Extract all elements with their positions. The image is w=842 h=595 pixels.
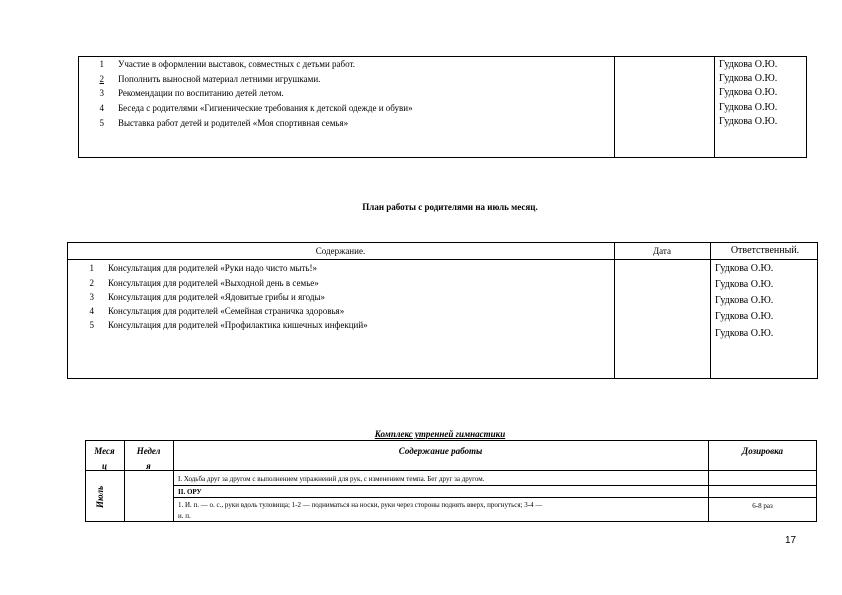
row-number: 5 [99,118,104,128]
row-responsible: Гудкова О.Ю. [719,87,778,98]
header-responsible: Ответственный. [730,245,800,256]
plan-table-divider-1 [614,242,615,379]
row-text: Консультация для родителей «Профилактика кишечных инфекций» [108,320,368,330]
gym-table-row-divider-2 [173,497,817,498]
row-responsible: Гудкова О.Ю. [715,311,774,322]
plan-table-header-divider [67,259,818,260]
top-table-divider-2 [714,56,715,158]
gym-row-exercise-line2: и. п. [178,512,191,520]
row-number: 2 [89,278,94,288]
plan-title: План работы с родителями на июль месяц. [362,202,538,212]
row-responsible: Гудкова О.Ю. [715,295,774,306]
row-number: 5 [89,320,94,330]
row-responsible: Гудкова О.Ю. [715,279,774,290]
row-responsible: Гудкова О.Ю. [719,59,778,70]
header-month-line1: Меся [94,446,115,456]
row-number: 2 [99,74,104,84]
row-number: 3 [89,292,94,302]
row-text: Рекомендации по воспитанию детей летом. [118,88,284,98]
header-month-line2: ц [101,461,107,471]
gym-row-walking: I. Ходьба друг за другом с выполнением упражнений для рук, с изменением темпа. Бег друг за другом. [178,475,485,483]
row-responsible: Гудкова О.Ю. [715,328,774,339]
row-number: 4 [89,306,94,316]
header-week-line1: Недел [136,446,161,456]
row-text: Консультация для родителей «Выходной день в семье» [108,278,319,288]
gym-row-exercise-line1: 1. И. п. — о. с., руки вдоль туловища; 1-2 — подниматься на носки, руки через стороны поднять вверх, прогнуться; 3-4 — [178,501,543,509]
row-text: Выставка работ детей и родителей «Моя спортивная семья» [118,118,349,128]
row-number: 1 [99,59,104,69]
gym-row-dosage: 6-8 раз [752,502,773,510]
row-text: Консультация для родителей «Руки надо чисто мыть!» [108,263,318,273]
gym-table-row-divider-1 [173,485,817,486]
row-text: Консультация для родителей «Ядовитые грибы и ягоды» [108,292,326,302]
row-responsible: Гудкова О.Ю. [719,116,778,127]
row-number: 1 [89,263,94,273]
header-content: Содержание работы [398,446,483,456]
header-week-line2: я [146,461,151,471]
header-dosage: Дозировка [742,446,783,456]
header-week [124,444,173,474]
gym-table-header-divider [85,470,817,471]
row-number: 3 [99,88,104,98]
row-responsible: Гудкова О.Ю. [719,102,778,113]
gym-row-oru: II. ОРУ [178,488,202,496]
row-responsible: Гудкова О.Ю. [719,73,778,84]
plan-table-divider-2 [710,242,711,379]
row-number: 4 [99,103,104,113]
gym-title: Комплекс утренней гимнастики [374,429,506,439]
row-text: Участие в оформлении выставок, совместных с детьми работ. [118,59,355,69]
top-table-divider-1 [614,56,615,158]
row-responsible: Гудкова О.Ю. [715,263,774,274]
header-date: Дата [653,246,671,256]
month-label: Июль [95,485,105,508]
row-text: Беседа с родителями «Гигиенические требования к детской одежде и обуви» [118,103,413,113]
page-number: 17 [785,535,797,546]
header-content: Содержание. [315,246,366,256]
row-text: Пополнить выносной материал летними игрушками. [118,74,321,84]
header-month [85,444,124,474]
row-text: Консультация для родителей «Семейная страничка здоровья» [108,306,345,316]
